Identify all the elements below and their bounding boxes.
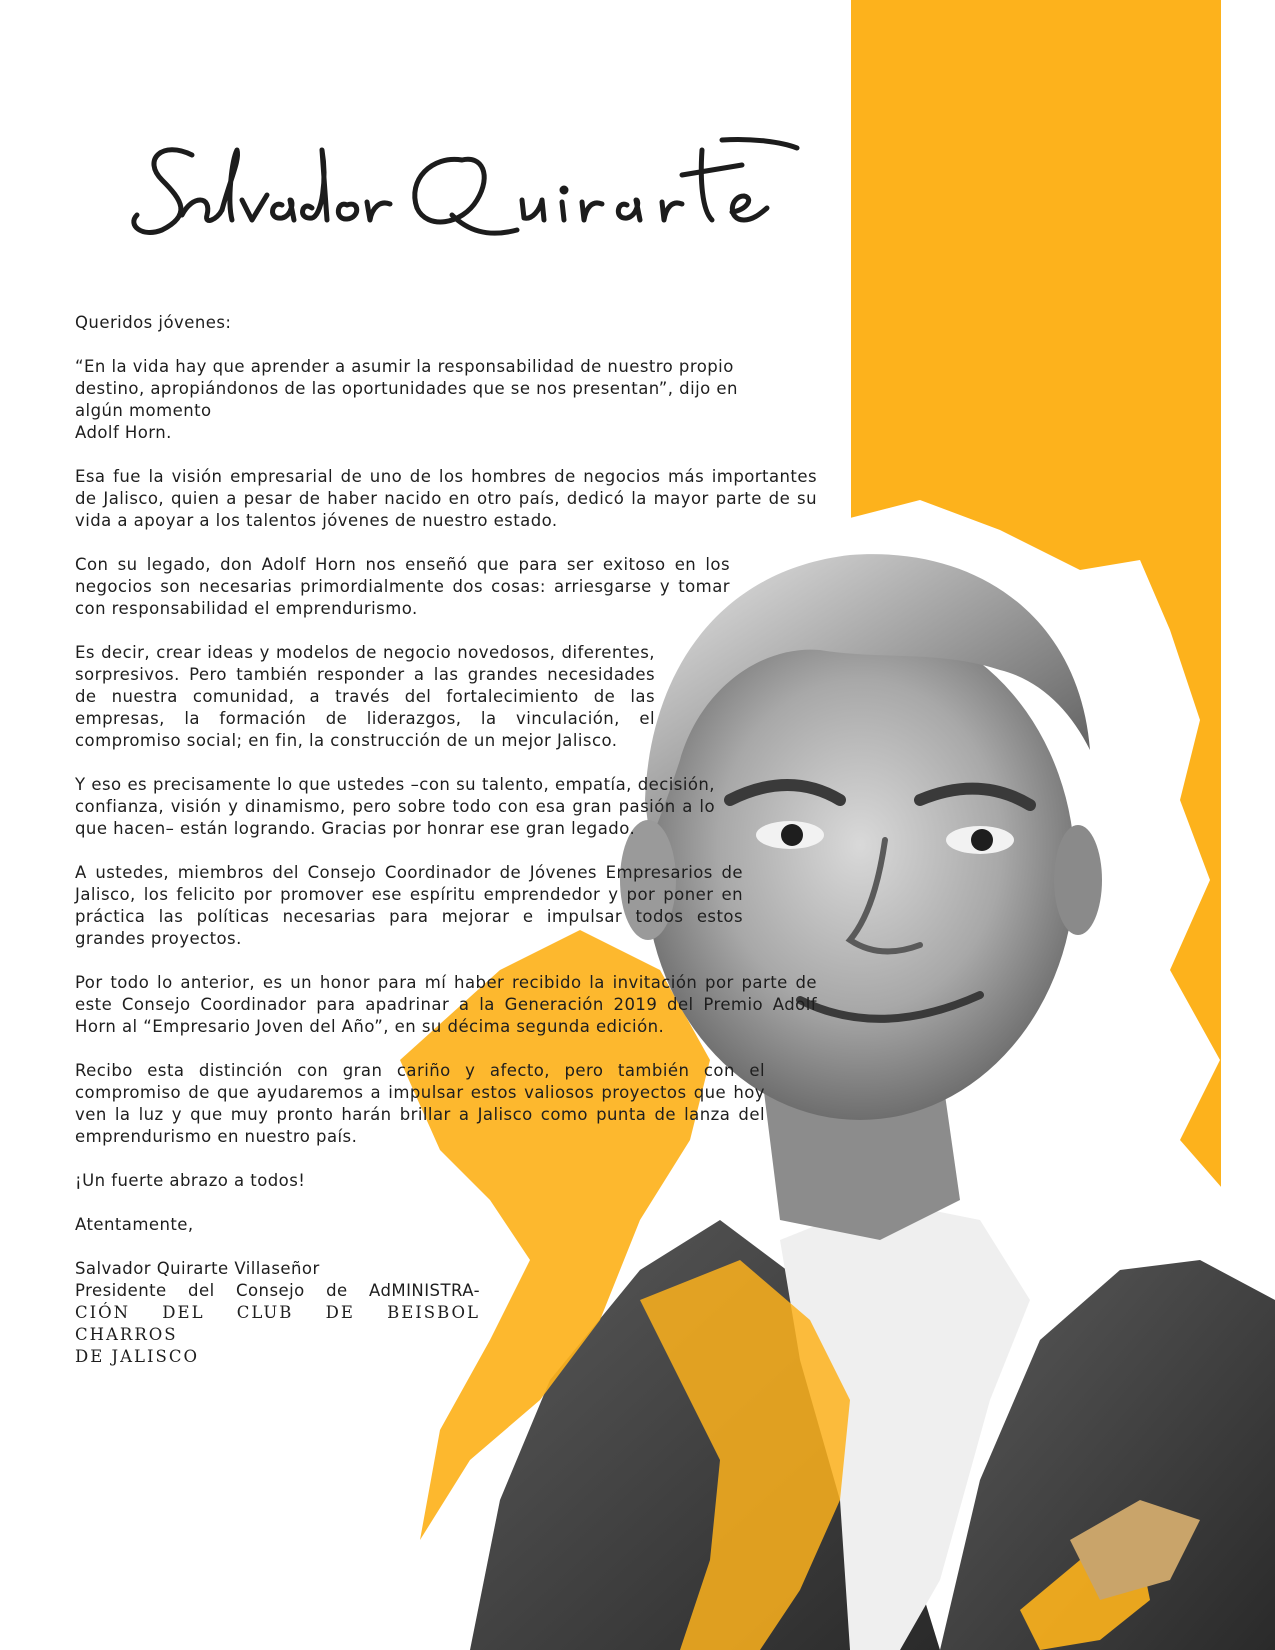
signature-block bbox=[75, 1258, 817, 1368]
paragraph-talent: Y eso es precisamente lo que ustedes –con su talento, empatía, decisión, confianza, visión y dinamismo, pero sobre todo con esa gran pasión a lo que hacen– están logrando. Gracias por honrar ese gran legado. bbox=[75, 775, 715, 838]
paragraph-quote bbox=[75, 356, 817, 444]
paragraph-distinction: Recibo esta distinción con gran cariño y afecto, pero también con el compromiso de que ayudaremos a impulsar estos valiosos proyectos que hoy ven la luz y que muy pronto harán brillar a Jalisco como punta de lanza del emprendurismo en nuestro país. bbox=[75, 1061, 765, 1146]
signature-script-graphic bbox=[122, 120, 802, 250]
signer-role-line-1: Presidente del Consejo de AdMINISTRA- bbox=[75, 1281, 480, 1300]
signer-role-line-2: CIÓN DEL CLUB DE BEISBOL CHARROS bbox=[75, 1303, 480, 1344]
signature-title bbox=[122, 120, 802, 250]
paragraph-legacy: Con su legado, don Adolf Horn nos enseñó que para ser exitoso en los negocios son necesarias primordialmente dos cosas: arriesgarse y tomar con responsabilidad el emprendurismo. bbox=[75, 555, 730, 618]
closing-hug: ¡Un fuerte abrazo a todos! bbox=[75, 1171, 306, 1190]
signer-role-line-3: DE JALISCO bbox=[75, 1347, 199, 1366]
quote-line-2: destino, apropiándonos de las oportunidades que se nos presentan”, dijo en bbox=[75, 379, 738, 398]
paragraph-vision: Esa fue la visión empresarial de uno de los hombres de negocios más importantes de Jalisco, quien a pesar de haber nacido en otro país, dedicó la mayor parte de su vida a apoyar a los talentos jóvenes de nuestro estado. bbox=[75, 467, 817, 530]
quote-line-3: algún momento bbox=[75, 401, 212, 420]
quote-line-1: “En la vida hay que aprender a asumir la responsabilidad de nuestro propio bbox=[75, 357, 734, 376]
quote-line-4: Adolf Horn. bbox=[75, 423, 172, 442]
signer-name: Salvador Quirarte Villaseñor bbox=[75, 1259, 320, 1278]
salutation: Queridos jóvenes: bbox=[75, 313, 232, 332]
closing-regards: Atentamente, bbox=[75, 1215, 194, 1234]
paragraph-council: A ustedes, miembros del Consejo Coordinador de Jóvenes Empresarios de Jalisco, los felicito por promover ese espíritu emprendedor y por poner en práctica las políticas necesarias para mejorar e impulsar todos estos grandes proyectos. bbox=[75, 863, 743, 948]
paragraph-invitation: Por todo lo anterior, es un honor para mí haber recibido la invitación por parte de este Consejo Coordinador para apadrinar a la Generación 2019 del Premio Adolf Horn al “Empresario Joven del Año”, en su décima segunda edición. bbox=[75, 973, 817, 1036]
letter-body bbox=[75, 312, 817, 1390]
paragraph-ideas: Es decir, crear ideas y modelos de negocio novedosos, diferentes, sorpresivos. Pero también responder a las grandes necesidades de nuestra comunidad, a través del fortalecimiento de las empresas, la formación de liderazgos, la vinculación, el compromiso social; en fin, la construcción de un mejor Jalisco. bbox=[75, 643, 655, 750]
